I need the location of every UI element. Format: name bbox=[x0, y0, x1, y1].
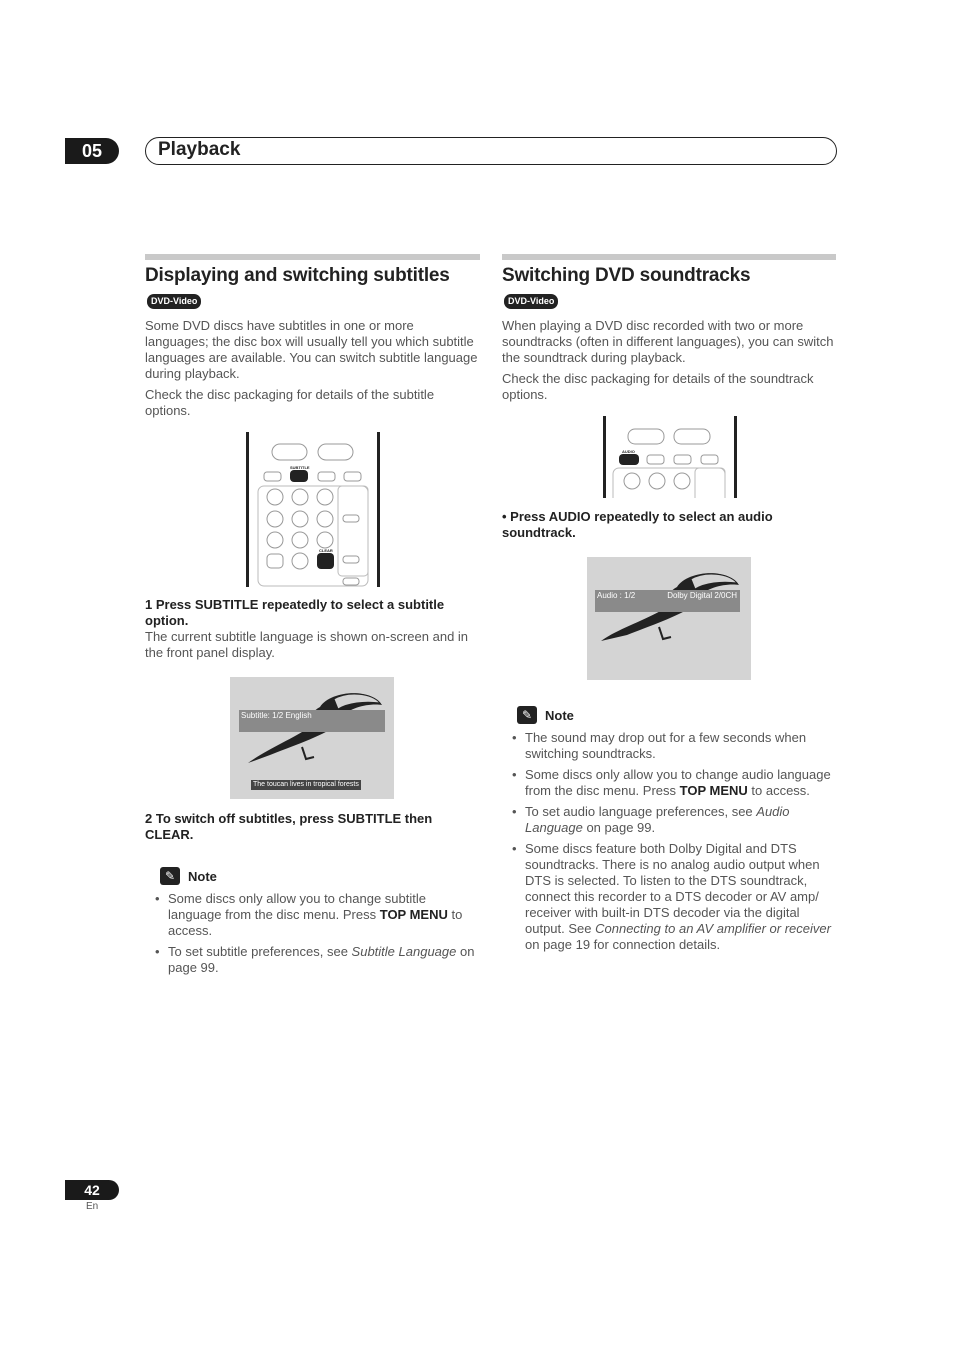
list-item: • Some discs only allow you to change audio language from the disc menu. Press TOP MENU to access. bbox=[502, 767, 836, 799]
subtitles-intro bbox=[145, 318, 480, 419]
page-number: 42 bbox=[65, 1180, 119, 1200]
soundtracks-intro bbox=[502, 318, 836, 403]
step-1: 1 Press SUBTITLE repeatedly to select a subtitle option. bbox=[145, 597, 445, 628]
audio-osd-track: Audio : 1/2 bbox=[597, 591, 636, 600]
remote-label-subtitle: SUBTITLE bbox=[290, 465, 310, 470]
chapter-title: Playback bbox=[158, 139, 241, 160]
subtitle-caption: The toucan lives in tropical forests bbox=[253, 781, 359, 788]
pencil-icon: ✎ bbox=[517, 706, 537, 724]
remote-control-icon bbox=[246, 432, 380, 587]
chapter-number: 05 bbox=[65, 138, 119, 164]
remote-illustration-subtitle bbox=[246, 432, 380, 587]
subtitle-osd: Subtitle: 1/2 English bbox=[239, 710, 385, 732]
section-heading-subtitles: Displaying and switching subtitles bbox=[145, 265, 450, 286]
paragraph: When playing a DVD disc recorded with two or more soundtracks (often in different languages), you can switch the soundtrack during playback. bbox=[502, 318, 834, 365]
paragraph: Check the disc packaging for details of the soundtrack options. bbox=[502, 371, 814, 402]
section-heading-soundtracks: Switching DVD soundtracks bbox=[502, 265, 751, 286]
list-item: • The sound may drop out for a few seconds when switching soundtracks. bbox=[502, 730, 836, 762]
remote-label-clear: CLEAR bbox=[319, 548, 333, 553]
audio-osd bbox=[595, 590, 740, 612]
remote-control-icon bbox=[603, 416, 737, 498]
tv-screen-subtitle bbox=[230, 677, 394, 799]
step-audio: • Press AUDIO repeatedly to select an audio soundtrack. bbox=[502, 509, 773, 540]
list-item: • Some discs only allow you to change subtitle language from the disc menu. Press TOP MENU to access. bbox=[145, 891, 480, 939]
pencil-icon: ✎ bbox=[160, 867, 180, 885]
step-2: 2 To switch off subtitles, press SUBTITLE then CLEAR. bbox=[145, 811, 433, 842]
note-heading: Note bbox=[188, 869, 217, 884]
audio-osd-format: Dolby Digital 2/0CH bbox=[667, 591, 737, 600]
tv-screen-audio bbox=[587, 557, 751, 680]
remote-illustration-audio bbox=[603, 416, 737, 498]
remote-label-audio: AUDIO bbox=[622, 449, 635, 454]
list-item: • To set subtitle preferences, see Subtitle Language on page 99. bbox=[145, 944, 480, 976]
section-divider bbox=[145, 254, 480, 260]
step-1-description: The current subtitle language is shown on-screen and in the front panel display. bbox=[145, 629, 469, 660]
dvd-video-badge: DVD-Video bbox=[504, 294, 558, 309]
note-heading: Note bbox=[545, 708, 574, 723]
paragraph: Check the disc packaging for details of the subtitle options. bbox=[145, 387, 435, 418]
list-item: • Some discs feature both Dolby Digital and DTS soundtracks. There is no analog audio output when DTS is selected. To listen to the DTS soundtrack, connect this recorder to a DTS decoder or AV amp/ receiver with built-in DTS decoder via the digital output. See Connecting to an AV amplifier or receiver on page 19 for connection details. bbox=[502, 841, 836, 953]
list-item: • To set audio language preferences, see Audio Language on page 99. bbox=[502, 804, 836, 836]
page-language: En bbox=[86, 1201, 99, 1212]
toucan-icon bbox=[587, 557, 751, 680]
chapter-bar bbox=[145, 137, 837, 165]
paragraph: Some DVD discs have subtitles in one or more languages; the disc box will usually tell you which subtitle languages are available. You can switch subtitle language during playback. bbox=[145, 318, 478, 381]
left-notes-list bbox=[145, 891, 480, 981]
section-divider bbox=[502, 254, 836, 260]
right-notes-list bbox=[502, 730, 836, 958]
dvd-video-badge: DVD-Video bbox=[147, 294, 201, 309]
